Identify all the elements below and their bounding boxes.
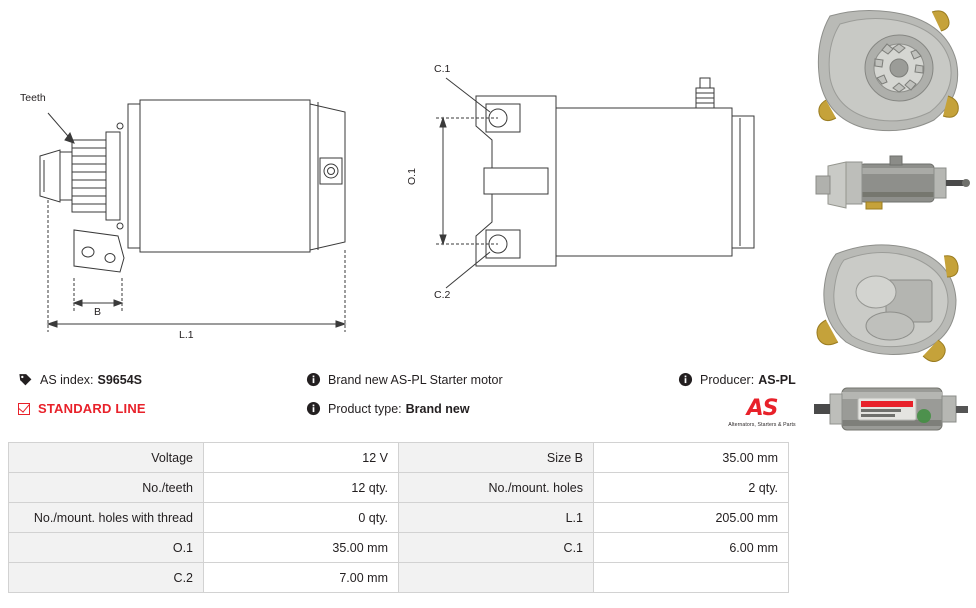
product-description-text: Brand new AS-PL Starter motor: [328, 372, 503, 387]
producer-label: Producer:: [700, 372, 755, 387]
table-row: [9, 563, 789, 593]
info-icon: [306, 372, 321, 387]
spec-key: O.1: [9, 533, 204, 563]
info-icon: [306, 401, 321, 416]
standard-line-label: STANDARD LINE: [38, 401, 146, 416]
product-photo-4[interactable]: [806, 368, 974, 452]
spec-value-empty: [594, 563, 789, 593]
spec-value: 0 qty.: [204, 503, 399, 533]
product-type: [306, 401, 678, 416]
drawing-label-b: B: [94, 306, 102, 318]
product-description: [306, 372, 678, 387]
table-row: [9, 473, 789, 503]
brand-logo-subtitle: Alternators, Starters & Parts: [728, 422, 796, 428]
drawing-label-c1: C.1: [434, 63, 451, 75]
tag-icon: [18, 372, 33, 387]
table-row: [9, 443, 789, 473]
drawing-label-l1: L.1: [179, 329, 194, 341]
as-index-value: S9654S: [97, 372, 142, 387]
spec-value: 12 qty.: [204, 473, 399, 503]
spec-key: Voltage: [9, 443, 204, 473]
specification-table: [8, 442, 789, 593]
spec-key: No./mount. holes with thread: [9, 503, 204, 533]
spec-value: 2 qty.: [594, 473, 789, 503]
spec-value: 7.00 mm: [204, 563, 399, 593]
standard-line-badge: [18, 401, 306, 416]
producer: [678, 372, 808, 387]
spec-value: 35.00 mm: [594, 443, 789, 473]
product-type-label: Product type:: [328, 401, 402, 416]
as-index: [18, 372, 306, 387]
brand-logo: [720, 398, 804, 428]
as-index-label: AS index:: [40, 372, 94, 387]
meta-row-1: [18, 372, 808, 401]
spec-value: 12 V: [204, 443, 399, 473]
drawing-label-o1: O.1: [406, 168, 418, 185]
spec-key: C.2: [9, 563, 204, 593]
product-photo-1[interactable]: [806, 4, 974, 136]
meta-row-2: [18, 401, 808, 430]
spec-key-empty: [399, 563, 594, 593]
table-row: [9, 533, 789, 563]
product-photo-gallery: [806, 4, 974, 452]
spec-key: C.1: [399, 533, 594, 563]
technical-drawings: [0, 0, 800, 360]
brand-logo-mark: AS: [746, 396, 778, 421]
spec-key: No./teeth: [9, 473, 204, 503]
spec-value: 205.00 mm: [594, 503, 789, 533]
spec-key: No./mount. holes: [399, 473, 594, 503]
spec-value: 35.00 mm: [204, 533, 399, 563]
table-row: [9, 503, 789, 533]
product-photo-3[interactable]: [806, 234, 974, 362]
info-icon: [678, 372, 693, 387]
product-meta: [18, 372, 808, 434]
product-type-value: Brand new: [405, 401, 470, 416]
product-photo-2[interactable]: [806, 142, 974, 228]
producer-value: AS-PL: [758, 372, 796, 387]
spec-key: L.1: [399, 503, 594, 533]
checkbox-icon: [18, 403, 30, 415]
drawing-label-c2: C.2: [434, 289, 451, 301]
spec-key: Size B: [399, 443, 594, 473]
drawing-label-teeth: Teeth: [20, 92, 46, 104]
spec-value: 6.00 mm: [594, 533, 789, 563]
